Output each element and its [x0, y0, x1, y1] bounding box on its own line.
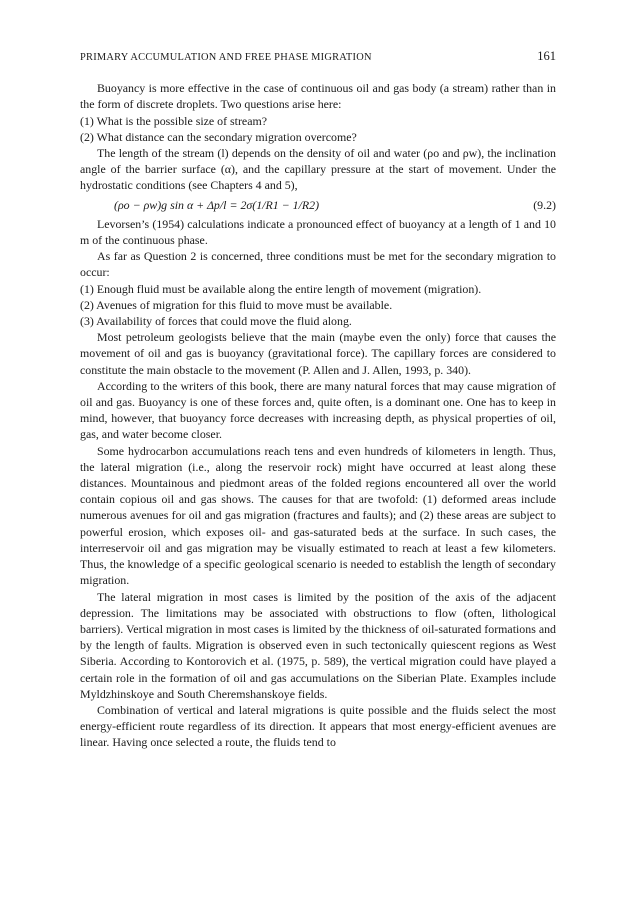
question-1: (1) What is the possible size of stream? [80, 113, 268, 128]
equation-number: (9.2) [533, 197, 556, 212]
page-number: 161 [537, 49, 556, 63]
equation-expression: (ρo − ρw)g sin α + Δp/l = 2σ(1/R1 − 1/R2) [114, 197, 320, 212]
equation-9-2 [80, 197, 556, 213]
paragraph-question-2: As far as Question 2 is concerned, three conditions must be met for the secondary migration to occur: [80, 249, 556, 280]
condition-1: (1) Enough fluid must be available along the entire length of movement (migration). [80, 281, 482, 296]
paragraph-combination: Combination of vertical and lateral migrations is quite possible and the fluids select the most energy-efficient route regardless of its direction. It appears that most energy-efficient avenues are linear. Having once selected a route, the fluids tend to [80, 702, 556, 750]
book-page [80, 48, 556, 751]
paragraph-petroleum-geologists: Most petroleum geologists believe that the main (maybe even the only) force that causes the movement of oil and gas is buoyancy (gravitational force). The capillary forces are considered to constitute the main obstacle to the movement (P. Allen and J. Allen, 1993, p. 340). [80, 330, 556, 377]
paragraph-stream-length: The length of the stream (l) depends on the density of oil and water (ρo and ρw), the inclination angle of the barrier surface (α), and the capillary pressure at the start of movement. Under the hydrostatic conditions (see Chapters 4 and 5), [80, 146, 556, 193]
paragraph-hydrocarbon-accumulations: Some hydrocarbon accumulations reach tens and even hundreds of kilometers in length. Thus, the lateral migration (i.e., along the reservoir rock) might have occurred at least along these distances. Mountainous and piedmont areas of the folded regions encountered all over the world contain copious oil and gas shows. The causes for that are twofold: (1) deformed areas include numerous avenues for oil and gas migration (fractures and faults); and (2) these areas are subject to powerful erosion, which exposes oil- and gas-saturated beds at the surface. In such cases, the interreservoir oil and gas migration may be visually estimated to reach at least a few kilometers. Thus, the knowledge of a specific geological scenario is needed to establish the length of secondary migration. [80, 443, 556, 588]
page-header [80, 48, 556, 66]
paragraph-lateral-migration: The lateral migration in most cases is limited by the position of the axis of the adjacent depression. The limitations may be associated with obstructions to flow (often, lithological barriers). Vertical migration in most cases is limited by the thickness of oil-saturated formations and by the length of faults. Migration is observed even in such tectonically quiescent regions as West Siberia. According to Kontorovich et al. (1975, p. 589), the vertical migration could have played a certain role in the formation of oil and gas accumulations on the Siberian Plate. Examples include Myldzhinskoye and South Cheremshanskoye fields. [80, 589, 556, 701]
condition-3: (3) Availability of forces that could move the fluid along. [80, 314, 352, 329]
condition-2: (2) Avenues of migration for this fluid to move must be available. [80, 297, 393, 312]
paragraph-buoyancy: Buoyancy is more effective in the case of continuous oil and gas body (a stream) rather than in the form of discrete droplets. Two questions arise here: [80, 81, 556, 112]
paragraph-levorsen: Levorsen’s (1954) calculations indicate a pronounced effect of buoyancy at a length of 1 and 10 m of the continuous phase. [80, 216, 556, 248]
paragraph-natural-forces: According to the writers of this book, there are many natural forces that may cause migration of oil and gas. Buoyancy is one of these forces and, quite often, is a dominant one. One has to keep in mind, however, that buoyancy force decreases with increasing depth, as physical properties of oil, gas, and water become closer. [80, 378, 556, 442]
question-2: (2) What distance can the secondary migration overcome? [80, 129, 357, 144]
running-head: PRIMARY ACCUMULATION AND FREE PHASE MIGRATION [80, 52, 372, 63]
